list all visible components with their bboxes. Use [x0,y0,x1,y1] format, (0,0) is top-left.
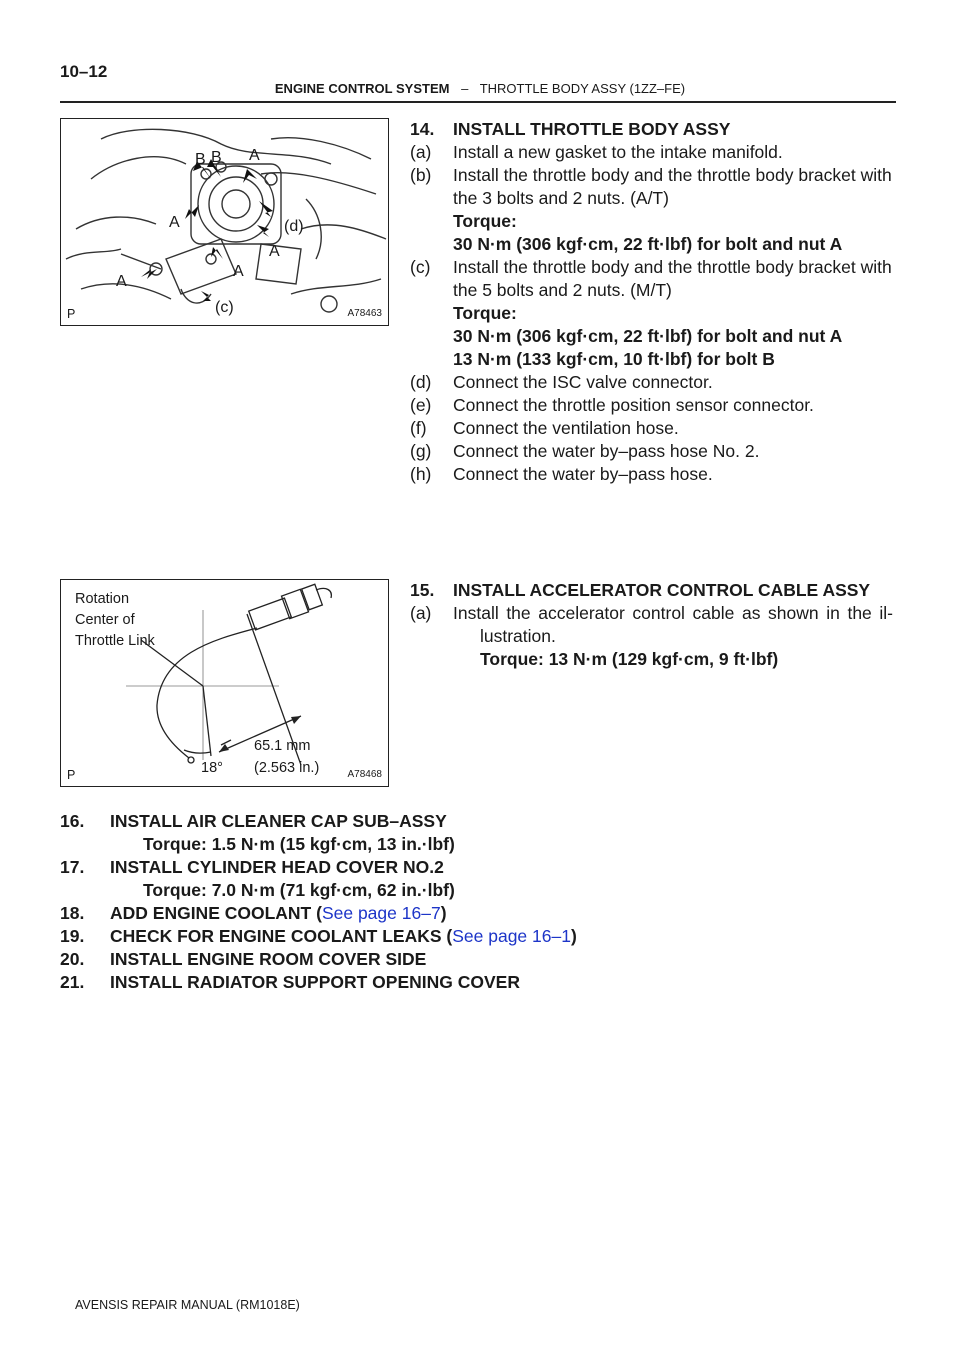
figure-throttle-body [60,118,389,326]
step15-torque: Torque: 13 N·m (129 kgf·cm, 9 ft·lbf) [480,649,779,669]
step21-title: INSTALL RADIATOR SUPPORT OPENING COVER [110,972,520,992]
step18-see-page-link[interactable]: See page 16–7 [321,903,441,923]
footer-manual-title: AVENSIS REPAIR MANUAL (RM1018E) [75,1298,300,1312]
step14-b-line2: the 3 bolts and 2 nuts. (A/T) [453,188,669,208]
step15-number: 15. [410,580,435,600]
step18-title: ADD ENGINE COOLANT ( [110,903,322,923]
step16-number: 16. [60,811,85,831]
step14-g-label: (g) [410,441,432,461]
subsection-title: THROTTLE BODY ASSY (1ZZ–FE) [479,81,686,96]
step14-h-label: (h) [410,464,432,484]
callout-c: (c) [215,299,234,316]
step15-a-line1: Install the accelerator control cable as shown in the il- [453,603,893,623]
step14-c-torque-label: Torque: [453,303,517,323]
callout-a-top: A [249,147,260,164]
figure-corner-mark: P [67,768,76,782]
step14-e-label: (e) [410,395,432,415]
step14-c-torque1: 30 N·m (306 kgf·cm, 22 ft·lbf) for bolt and nut A [453,326,843,346]
step14-c-line2: the 5 bolts and 2 nuts. (M/T) [453,280,672,300]
step17-torque: Torque: 7.0 N·m (71 kgf·cm, 62 in.·lbf) [143,880,455,900]
figure-code: A78463 [347,308,382,319]
callout-b-2: B [211,149,222,166]
dimension-metric: 65.1 mm [254,738,311,754]
callout-a-right: A [269,243,280,260]
header-rule [60,101,896,103]
label-rotation-line3: Throttle Link [75,633,155,649]
step14-a-text: Install a new gasket to the intake manifold. [453,142,783,162]
step15-a-label: (a) [410,603,432,623]
label-rotation-line1: Rotation [75,591,130,607]
label-angle: 18° [201,760,223,776]
step14-g-text: Connect the water by–pass hose No. 2. [453,441,760,461]
figure-accelerator-cable [60,579,389,787]
step14-c-line1: Install the throttle body and the throttle body bracket with [453,257,892,277]
callout-a-center: A [233,263,244,280]
figure-code: A78468 [347,769,382,780]
step14-b-torque-label: Torque: [453,211,517,231]
step19-see-page-link[interactable]: See page 16–1 [452,926,571,946]
step18-close: ) [440,903,447,923]
step15-title: INSTALL ACCELERATOR CONTROL CABLE ASSY [453,580,871,600]
step19-close: ) [570,926,577,946]
callout-a-far-left: A [116,273,127,290]
step16-title: INSTALL AIR CLEANER CAP SUB–ASSY [110,811,447,831]
dimension-imperial: (2.563 in.) [254,760,320,776]
callout-a-left: A [169,214,180,231]
label-rotation-center [75,589,155,652]
step14-e-text: Connect the throttle position sensor connector. [453,395,814,415]
step17-number: 17. [60,857,85,877]
step20-number: 20. [60,949,85,969]
throttle-body-drawing [61,119,388,325]
step14-title: INSTALL THROTTLE BODY ASSY [453,119,731,139]
step19-line [110,925,577,948]
step14-b-torque: 30 N·m (306 kgf·cm, 22 ft·lbf) for bolt and nut A [453,234,843,254]
step14-number: 14. [410,119,435,139]
step14-h-text: Connect the water by–pass hose. [453,464,713,484]
running-header [0,81,960,96]
step14-c-torque2: 13 N·m (133 kgf·cm, 10 ft·lbf) for bolt B [453,349,775,369]
step15-a-line2: lustration. [480,626,556,646]
step14-f-label: (f) [410,418,427,438]
figure-corner-mark: P [67,307,76,321]
page-number: 10–12 [60,62,108,81]
callout-d: (d) [284,218,304,235]
step19-number: 19. [60,926,85,946]
step14-a-label: (a) [410,142,432,162]
section-title: ENGINE CONTROL SYSTEM [274,81,450,96]
step18-line [110,902,447,925]
step14-d-text: Connect the ISC valve connector. [453,372,713,392]
label-rotation-line2: Center of [75,612,135,628]
step14-b-label: (b) [410,165,432,185]
step14-c-label: (c) [410,257,431,277]
step14-f-text: Connect the ventilation hose. [453,418,679,438]
step19-title: CHECK FOR ENGINE COOLANT LEAKS ( [110,926,453,946]
step14-d-label: (d) [410,372,432,392]
step17-title: INSTALL CYLINDER HEAD COVER NO.2 [110,857,444,877]
header-separator: – [461,81,469,96]
label-dimension [254,735,319,779]
step18-number: 18. [60,903,85,923]
step14-b-line1: Install the throttle body and the throttle body bracket with [453,165,892,185]
step16-torque: Torque: 1.5 N·m (15 kgf·cm, 13 in.·lbf) [143,834,455,854]
step21-number: 21. [60,972,85,992]
step20-title: INSTALL ENGINE ROOM COVER SIDE [110,949,427,969]
callout-b-1: B [195,151,206,168]
